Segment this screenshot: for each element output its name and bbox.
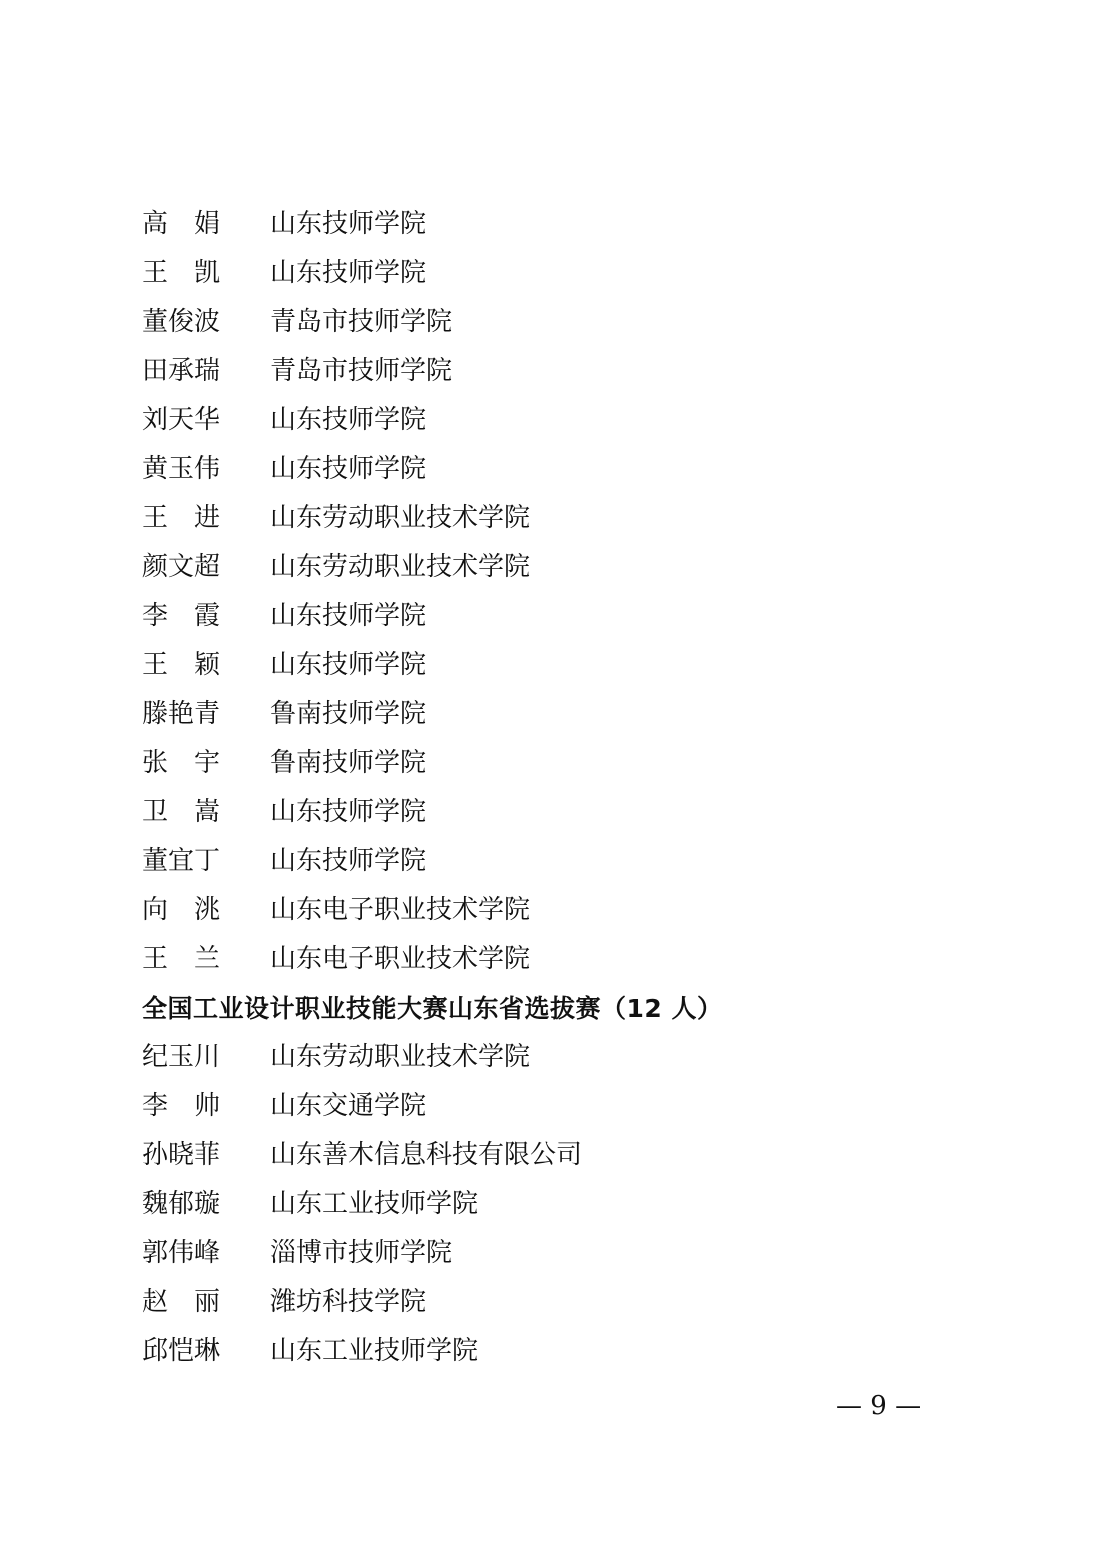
list-item bbox=[142, 249, 1002, 298]
organization: 山东技师学院 bbox=[270, 258, 427, 288]
person-name: 邱恺琳 bbox=[142, 1336, 221, 1366]
person-name: 孙晓菲 bbox=[142, 1140, 221, 1170]
list-item bbox=[142, 788, 1002, 837]
person-name: 卫 嵩 bbox=[142, 797, 221, 827]
list-item bbox=[142, 1229, 1002, 1278]
list-item bbox=[142, 1082, 1002, 1131]
organization: 山东劳动职业技术学院 bbox=[270, 503, 531, 533]
person-name: 董俊波 bbox=[142, 307, 221, 337]
list-item bbox=[142, 298, 1002, 347]
list-item bbox=[142, 935, 1002, 984]
person-name: 李 帅 bbox=[142, 1091, 221, 1121]
section-heading: 全国工业设计职业技能大赛山东省选拔赛（12 人） bbox=[142, 994, 723, 1023]
person-name: 黄玉伟 bbox=[142, 454, 221, 484]
organization: 山东技师学院 bbox=[270, 797, 427, 827]
list-item bbox=[142, 200, 1002, 249]
person-name: 李 霞 bbox=[142, 601, 221, 631]
organization: 青岛市技师学院 bbox=[270, 307, 453, 337]
person-name: 赵 丽 bbox=[142, 1287, 221, 1317]
organization: 山东电子职业技术学院 bbox=[270, 895, 531, 925]
organization: 鲁南技师学院 bbox=[270, 748, 427, 778]
organization: 山东技师学院 bbox=[270, 454, 427, 484]
list-item bbox=[142, 739, 1002, 788]
list-item bbox=[142, 396, 1002, 445]
person-name: 王 凯 bbox=[142, 258, 221, 288]
person-name: 张 宇 bbox=[142, 748, 221, 778]
list-item bbox=[142, 1278, 1002, 1327]
person-name: 董宜丁 bbox=[142, 846, 221, 876]
list-item bbox=[142, 1327, 1002, 1376]
organization: 山东技师学院 bbox=[270, 405, 427, 435]
organization: 山东工业技师学院 bbox=[270, 1336, 479, 1366]
person-name: 田承瑞 bbox=[142, 356, 221, 386]
person-name: 王 兰 bbox=[142, 944, 221, 974]
person-name: 王 颖 bbox=[142, 650, 221, 680]
organization: 山东电子职业技术学院 bbox=[270, 944, 531, 974]
person-name: 魏郁璇 bbox=[142, 1189, 221, 1219]
list-item bbox=[142, 641, 1002, 690]
organization: 青岛市技师学院 bbox=[270, 356, 453, 386]
list-item bbox=[142, 1131, 1002, 1180]
person-name: 郭伟峰 bbox=[142, 1238, 221, 1268]
organization: 山东技师学院 bbox=[270, 846, 427, 876]
list-item bbox=[142, 543, 1002, 592]
list-item bbox=[142, 837, 1002, 886]
list-item bbox=[142, 1180, 1002, 1229]
list-item bbox=[142, 445, 1002, 494]
person-name: 王 进 bbox=[142, 503, 221, 533]
organization: 山东劳动职业技术学院 bbox=[270, 1042, 531, 1072]
organization: 山东劳动职业技术学院 bbox=[270, 552, 531, 582]
person-name: 向 洮 bbox=[142, 895, 221, 925]
list-item bbox=[142, 886, 1002, 935]
organization: 山东工业技师学院 bbox=[270, 1189, 479, 1219]
person-name: 颜文超 bbox=[142, 552, 221, 582]
organization: 山东技师学院 bbox=[270, 209, 427, 239]
list-item bbox=[142, 494, 1002, 543]
person-name: 刘天华 bbox=[142, 405, 221, 435]
organization: 山东交通学院 bbox=[270, 1091, 427, 1121]
person-name: 滕艳青 bbox=[142, 699, 221, 729]
list-item bbox=[142, 592, 1002, 641]
organization: 山东技师学院 bbox=[270, 650, 427, 680]
list-item bbox=[142, 347, 1002, 396]
name-list bbox=[142, 200, 1002, 1376]
person-name: 纪玉川 bbox=[142, 1042, 221, 1072]
organization: 山东技师学院 bbox=[270, 601, 427, 631]
page-number: — 9 — bbox=[836, 1391, 922, 1421]
organization: 山东善木信息科技有限公司 bbox=[270, 1140, 583, 1170]
organization: 潍坊科技学院 bbox=[270, 1287, 427, 1317]
list-item bbox=[142, 690, 1002, 739]
list-item bbox=[142, 1033, 1002, 1082]
organization: 鲁南技师学院 bbox=[270, 699, 427, 729]
person-name: 高 娟 bbox=[142, 209, 221, 239]
organization: 淄博市技师学院 bbox=[270, 1238, 453, 1268]
